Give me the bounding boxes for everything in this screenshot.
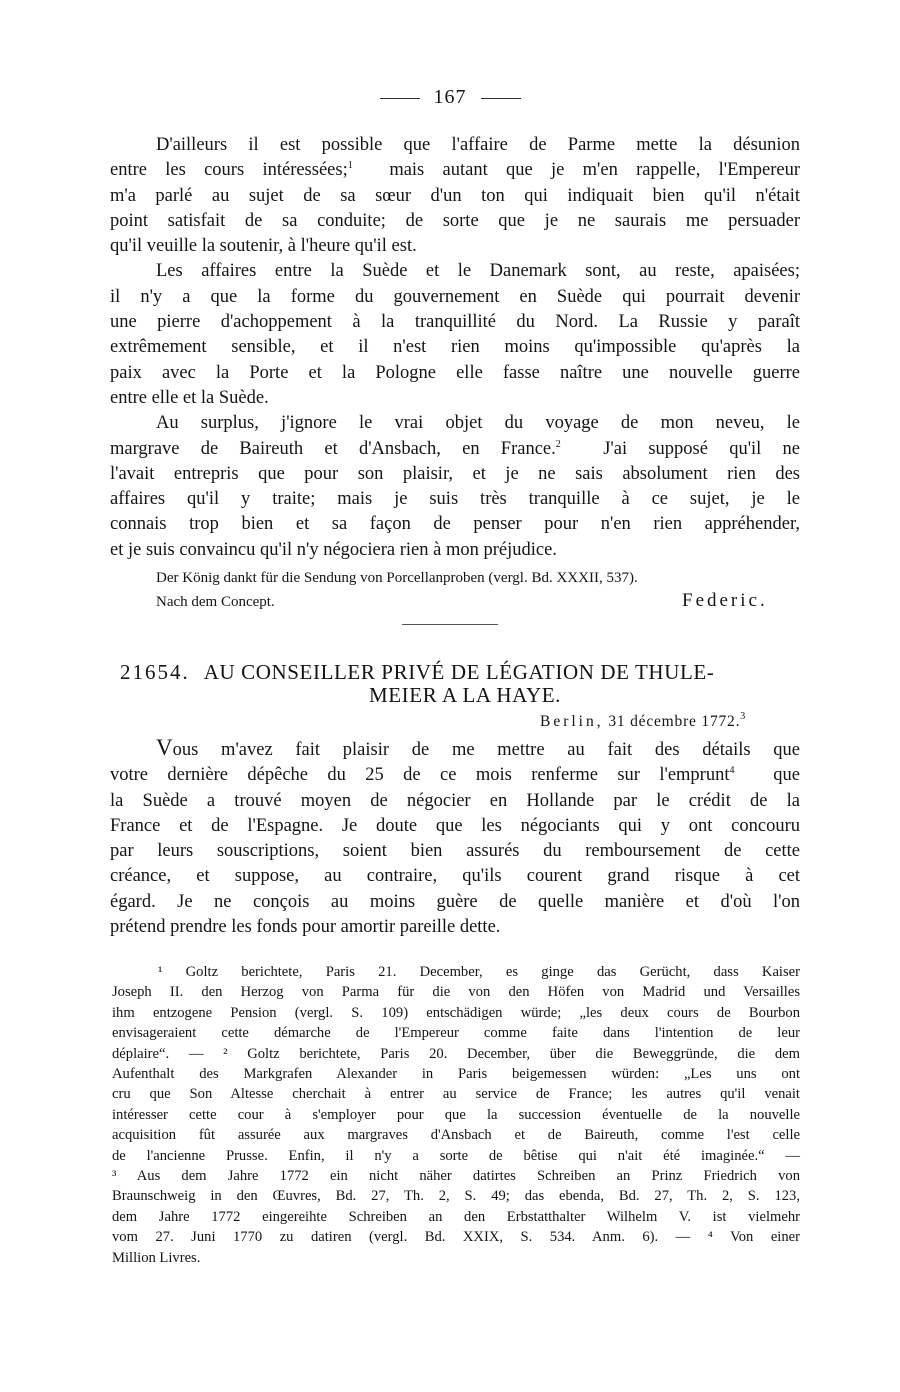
footnote-line: envisageraient cette démarche de l'Empereur comme faite dans l'intention de leur (112, 1025, 800, 1042)
text-line: il n'y a que la forme du gouvernement en Suède qui pourrait devenir (110, 286, 800, 307)
footnote-line: Joseph II. den Herzog von Parma für die von den Höfen von Madrid und Versailles (112, 984, 800, 1001)
footnote-line: Braunschweig in den Œuvres, Bd. 27, Th. 2, S. 49; das ebenda, Bd. 27, Th. 2, S. 123, (112, 1188, 800, 1205)
dateline: Berlin, 31 décembre 1772.$^3$ (540, 711, 747, 730)
text-line: point satisfait de sa conduite; de sorte que je ne saurais me persuader (110, 210, 800, 231)
text-line: créance, et suppose, au contraire, qu'ils courent grand risque à cet (110, 866, 800, 887)
footnote-mark: 1 (347, 160, 353, 172)
text-line: paix avec la Porte et la Pologne elle fasse naître une nouvelle guerre (110, 362, 800, 383)
text-line: l'avait entrepris que pour son plaisir, et je ne sais absolument rien des (110, 463, 800, 484)
signature: Federic. (682, 590, 768, 611)
footnote-mark: 3 (740, 711, 747, 722)
text-line: D'ailleurs il est possible que l'affaire de Parme mette la désunion (156, 135, 800, 155)
letter-title-line-1: AU CONSEILLER PRIVÉ DE LÉGATION DE THULE- (203, 660, 715, 684)
separator-rule (402, 624, 498, 625)
footnote-line: cru que Son Altesse cherchait à entrer au service de France; les autres qu'il venait (112, 1086, 800, 1103)
letter-number: 21654. (120, 660, 190, 684)
footnote-line: ¹ Goltz berichtete, Paris 21. December, es ginge das Gerücht, dass Kaiser (158, 964, 800, 980)
text-line: et je suis convaincu qu'il n'y négociera rien à mon préjudice. (110, 539, 557, 560)
text-line: entre elle et la Suède. (110, 387, 269, 408)
text-line: égard. Je ne conçois au moins guère de quelle manière et d'où l'on (110, 891, 800, 912)
footnotes (112, 962, 800, 1268)
initial-letter: V (156, 735, 173, 760)
text-line: Vous m'avez fait plaisir de me mettre au fait des détails que (156, 735, 800, 760)
letter-2-body (110, 735, 800, 940)
text-line: connais trop bien et sa façon de penser pour n'en rien appréhender, (110, 514, 800, 535)
letter-heading (120, 661, 790, 707)
page-number: 167 (0, 86, 900, 109)
text-line: une pierre d'achoppement à la tranquillité du Nord. La Russie y paraît (110, 312, 800, 333)
footnote-line: vom 27. Juni 1770 zu datiren (vergl. Bd. XXIX, S. 534. Anm. 6). — ⁴ Von einer (112, 1229, 800, 1246)
footnote-line: ³ Aus dem Jahre 1772 ein nicht näher datirtes Schreiben an Prinz Friedrich von (112, 1168, 800, 1185)
footnote-line: Million Livres. (112, 1249, 201, 1266)
footnote-line: déplaire“. — ² Goltz berichtete, Paris 20. December, über die Beweggründe, die dem (112, 1045, 800, 1062)
page-number-dash-right (481, 98, 521, 99)
text-line: votre dernière dépêche du 25 de ce mois renferme sur l'emprunt$^4$ que (110, 765, 801, 786)
footnote-mark: 4 (729, 765, 735, 777)
text-line: Les affaires entre la Suède et le Danemark sont, au reste, apaisées; (156, 261, 800, 282)
footnote-line: Aufenthalt des Markgrafen Alexander in Paris beigemessen würden: „Les uns ont (112, 1066, 800, 1083)
editorial-note: Der König dankt für die Sendung von Porcellanproben (vergl. Bd. XXXII, 537). (156, 570, 638, 586)
footnote-line: intéresser cette cour à s'employer pour que la succession éventuelle de la nouvelle (112, 1106, 800, 1123)
text-line: la Suède a trouvé moyen de négocier en Hollande par le crédit de la (110, 790, 800, 811)
text-line: entre les cours intéressées;$^1$ mais autant que je m'en rappelle, l'Empereur (110, 160, 801, 181)
footnote-line: acquisition fût assurée aux margraves d'Ansbach et de Baireuth, comme l'est celle (112, 1127, 800, 1144)
text-line: par leurs souscriptions, soient bien assurés du remboursement de cette (110, 841, 800, 862)
text-line: m'a parlé au sujet de sa sœur d'un ton qui indiquait bien qu'il n'était (110, 185, 800, 206)
footnote-line: dem Jahre 1772 eingereihte Schreiben an den Erbstatthalter Wilhelm V. ist vielmehr (112, 1208, 800, 1225)
letter-1-body (110, 133, 800, 563)
text-line: France et de l'Espagne. Je doute que les négociants qui y ont concouru (110, 815, 800, 836)
page-number-dash-left (380, 98, 420, 99)
footnote-line: ihm entzogene Pension (vergl. S. 109) entschädigen würde; „les deux cours de Bourbon (112, 1004, 800, 1021)
text-line: affaires qu'il y traite; mais je suis très tranquille à ce sujet, je le (110, 489, 800, 510)
text-line: prétend prendre les fonds pour amortir pareille dette. (110, 917, 501, 938)
text-line: qu'il veuille la soutenir, à l'heure qu'il est. (110, 236, 417, 257)
text-line: Au surplus, j'ignore le vrai objet du voyage de mon neveu, le (156, 413, 800, 434)
letter-title-line-2: MEIER A LA HAYE. (368, 683, 561, 707)
footnote-mark: 2 (555, 438, 561, 450)
text-line: margrave de Baireuth et d'Ansbach, en France.$^2$ J'ai supposé qu'il ne (110, 438, 800, 459)
source-note: Nach dem Concept. (156, 594, 275, 610)
text-line: extrêmement sensible, et il n'est rien moins qu'impossible qu'après la (110, 337, 800, 358)
footnote-line: de l'ancienne Prusse. Enfin, il n'y a sorte de bêtise qui n'ait été imaginée.“ — (112, 1147, 800, 1164)
